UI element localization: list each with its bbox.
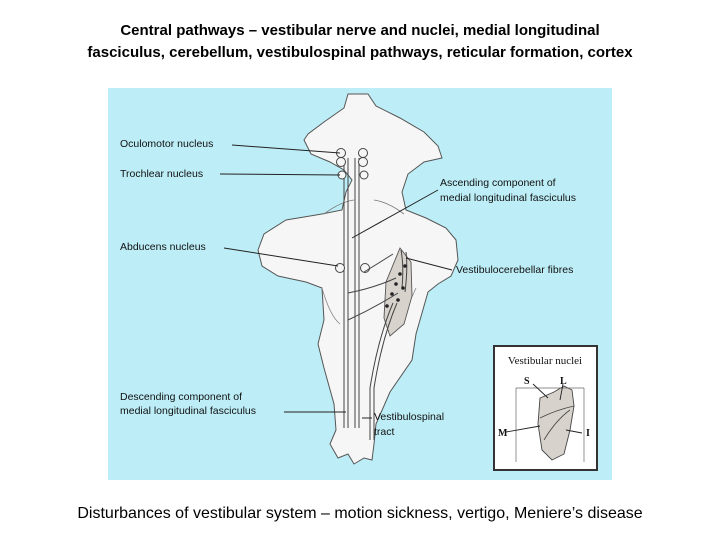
trochlear-nucleus-right — [360, 171, 368, 179]
oculomotor-nucleus-left-lower — [337, 158, 346, 167]
inset-label-s: S — [524, 376, 530, 387]
label-ascending-mlf-2: medial longitudinal fasciculus — [440, 192, 576, 204]
fibre-dot — [385, 304, 389, 308]
fibre-dot — [403, 264, 407, 268]
label-vestibulospinal-1: Vestibulospinal — [374, 411, 445, 423]
label-descending-mlf-2: medial longitudinal fasciculus — [120, 405, 256, 417]
label-abducens-nucleus: Abducens nucleus — [120, 241, 206, 253]
label-ascending-mlf-1: Ascending component of — [440, 177, 556, 189]
inset-title: Vestibular nuclei — [507, 355, 583, 367]
label-trochlear-nucleus: Trochlear nucleus — [120, 168, 204, 180]
inset-label-m: M — [498, 428, 508, 439]
inset-label-l: L — [560, 376, 567, 387]
fibre-dot — [396, 298, 400, 302]
brainstem-diagram — [108, 88, 612, 480]
label-vestibulocerebellar-fibres: Vestibulocerebellar fibres — [456, 264, 574, 276]
oculomotor-nucleus-right-upper — [359, 149, 368, 158]
inset-label-i: I — [586, 428, 590, 439]
title-line-1: Central pathways – vestibular nerve and nuclei, medial longitudinal — [120, 22, 600, 39]
label-descending-mlf-1: Descending component of — [120, 391, 242, 403]
slide-title — [0, 20, 720, 64]
vestibular-nuclei-inset — [494, 346, 597, 470]
abducens-nucleus-left — [336, 264, 345, 273]
fibre-dot — [394, 282, 398, 286]
fibre-dot — [390, 292, 394, 296]
slide-caption: Disturbances of vestibular system – motion sickness, vertigo, Meniere’s disease — [77, 505, 643, 522]
oculomotor-nucleus-right-lower — [359, 158, 368, 167]
fibre-dot — [398, 272, 402, 276]
label-vestibulospinal-2: tract — [374, 426, 395, 438]
label-oculomotor-nucleus: Oculomotor nucleus — [120, 138, 214, 150]
fibre-dot — [401, 286, 405, 290]
title-line-2: fasciculus, cerebellum, vestibulospinal pathways, reticular formation, cortex — [87, 44, 633, 61]
